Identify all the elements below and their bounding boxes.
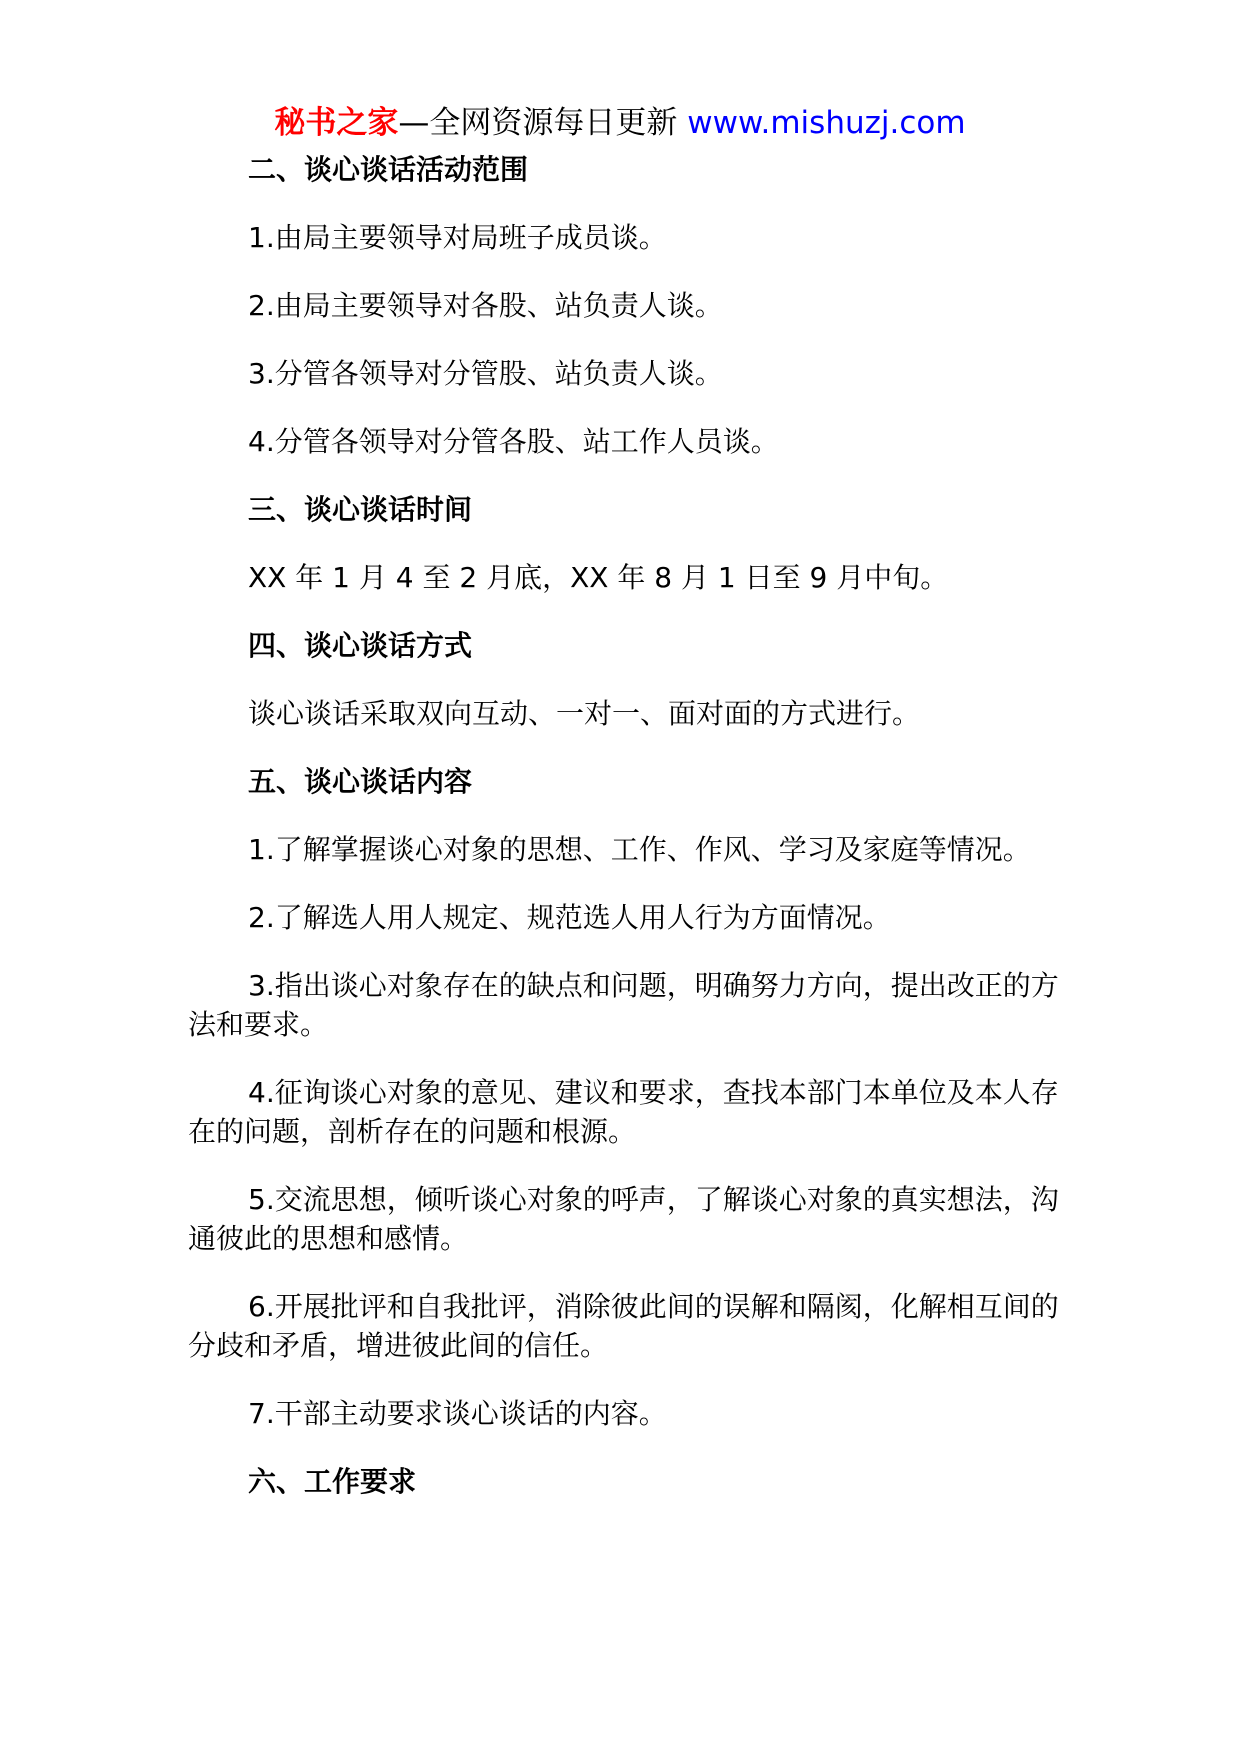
site-url-link[interactable]: www.mishuzj.com bbox=[687, 105, 966, 141]
paragraph: 4.分管各领导对分管各股、站工作人员谈。 bbox=[248, 425, 779, 458]
paragraph: 3.指出谈心对象存在的缺点和问题，明确努力方向，提出改正的方法和要求。 bbox=[188, 969, 1059, 1041]
paragraph: 谈心谈话采取双向互动、一对一、面对面的方式进行。 bbox=[248, 697, 921, 730]
site-header bbox=[0, 103, 1240, 143]
header-tagline: —全网资源每日更新 bbox=[398, 105, 688, 141]
section-heading: 五、谈心谈话内容 bbox=[248, 765, 473, 798]
section-heading: 六、工作要求 bbox=[248, 1465, 417, 1498]
brand-name: 秘书之家 bbox=[274, 105, 399, 141]
document-body bbox=[188, 150, 1068, 1501]
paragraph: 5.交流思想，倾听谈心对象的呼声，了解谈心对象的真实想法，沟通彼此的思想和感情。 bbox=[188, 1183, 1059, 1255]
section-heading: 四、谈心谈话方式 bbox=[248, 629, 473, 662]
paragraph: 2.由局主要领导对各股、站负责人谈。 bbox=[248, 289, 723, 322]
paragraph: XX 年 1 月 4 至 2 月底，XX 年 8 月 1 日至 9 月中旬。 bbox=[248, 561, 949, 594]
paragraph: 6.开展批评和自我批评，消除彼此间的误解和隔阂，化解相互间的分歧和矛盾，增进彼此间的信任。 bbox=[188, 1290, 1059, 1362]
paragraph: 1.了解掌握谈心对象的思想、工作、作风、学习及家庭等情况。 bbox=[248, 833, 1031, 866]
paragraph: 3.分管各领导对分管股、站负责人谈。 bbox=[248, 357, 723, 390]
paragraph: 1.由局主要领导对局班子成员谈。 bbox=[248, 221, 667, 254]
paragraph: 4.征询谈心对象的意见、建议和要求，查找本部门本单位及本人存在的问题，剖析存在的问题和根源。 bbox=[188, 1076, 1059, 1148]
paragraph: 7.干部主动要求谈心谈话的内容。 bbox=[248, 1397, 667, 1430]
paragraph: 2.了解选人用人规定、规范选人用人行为方面情况。 bbox=[248, 901, 891, 934]
section-heading: 二、谈心谈话活动范围 bbox=[248, 153, 529, 186]
section-heading: 三、谈心谈话时间 bbox=[248, 493, 473, 526]
